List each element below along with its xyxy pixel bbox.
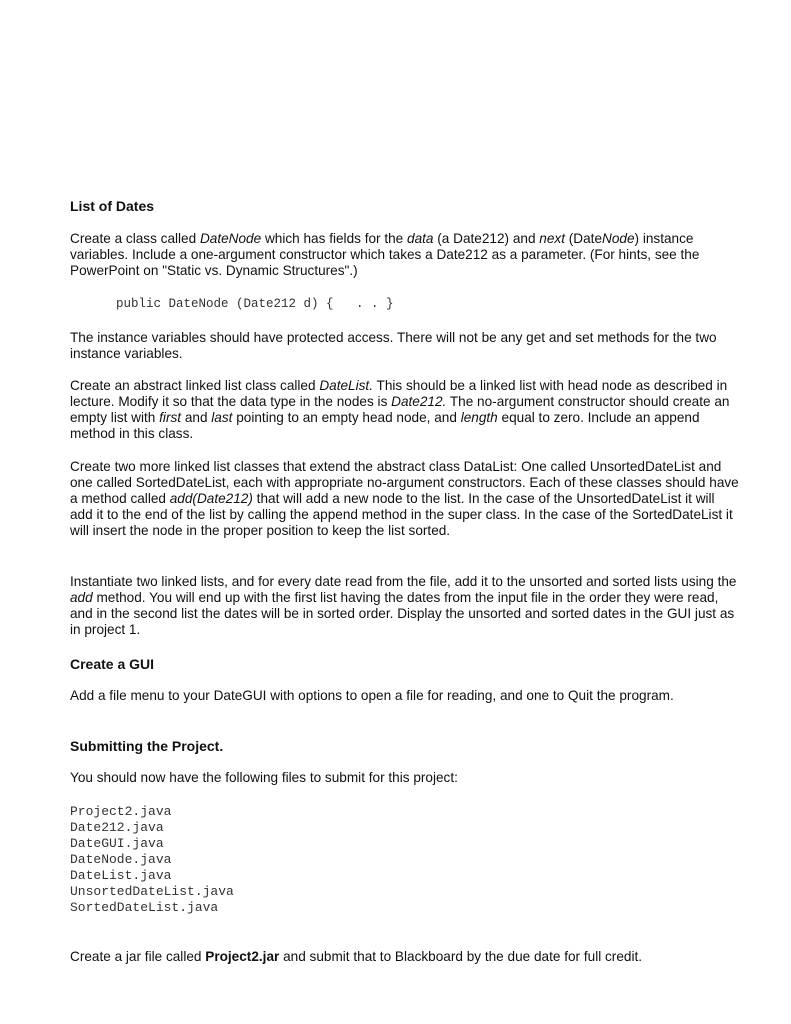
instantiate-paragraph: Instantiate two linked lists, and for every date read from the file, add it to the unsorted and sorted lists using the add method. You will end up with the first list having the dates from the input file in the order they were read, and in the second list the dates will be in sorted order. Display the unsorted and sorted dates in the GUI just as in project 1. xyxy=(70,574,737,637)
file-list-item: DateList.java xyxy=(70,868,172,883)
file-list-item: DateGUI.java xyxy=(70,836,164,851)
jar-instructions-paragraph: Create a jar file called Project2.jar and submit that to Blackboard by the due date for full credit. xyxy=(70,949,643,964)
file-list-item: Project2.java xyxy=(70,804,172,819)
section-title-create-gui: Create a GUI xyxy=(70,656,155,672)
file-list-item: UnsortedDateList.java xyxy=(70,884,234,899)
constructor-code-snippet: public DateNode (Date212 d) { . . } xyxy=(116,297,394,311)
subclasses-paragraph: Create two more linked list classes that extend the abstract class DataList: One called UnsortedDateList and one called SortedDateList, each with appropriate no-argument constructors. Each of these classes should have a method called add(Date212) that will add a new node to the list. In the case of the UnsortedDateList it will add it to the end of the list by calling the append method in the super class. In the case of the SortedDateList it will insert the node in the proper position to keep the list sorted. xyxy=(70,459,739,538)
file-list-item: Date212.java xyxy=(70,820,164,835)
section-title-list-of-dates: List of Dates xyxy=(70,198,155,214)
files-intro-paragraph: You should now have the following files to submit for this project: xyxy=(70,770,458,785)
access-paragraph: The instance variables should have protected access. There will not be any get and set methods for the two instance variables. xyxy=(70,330,717,361)
file-list-item: SortedDateList.java xyxy=(70,900,219,915)
file-list-item: DateNode.java xyxy=(70,852,172,867)
section-title-submitting: Submitting the Project. xyxy=(70,738,224,754)
gui-paragraph: Add a file menu to your DateGUI with options to open a file for reading, and one to Quit the program. xyxy=(70,688,674,703)
file-list xyxy=(70,804,234,916)
datelist-paragraph: Create an abstract linked list class called DateList. This should be a linked list with head node as described in lecture. Modify it so that the data type in the nodes is Date212. The no-argument constructor should create an empty list with first and last pointing to an empty head node, and length equal to zero. Include an append method in this class. xyxy=(70,378,730,441)
datenode-paragraph: Create a class called DateNode which has fields for the data (a Date212) and next (DateNode) instance variables. Include a one-argument constructor which takes a Date212 as a parameter. (For hints, see the PowerPoint on "Static vs. Dynamic Structures".) xyxy=(70,231,700,278)
